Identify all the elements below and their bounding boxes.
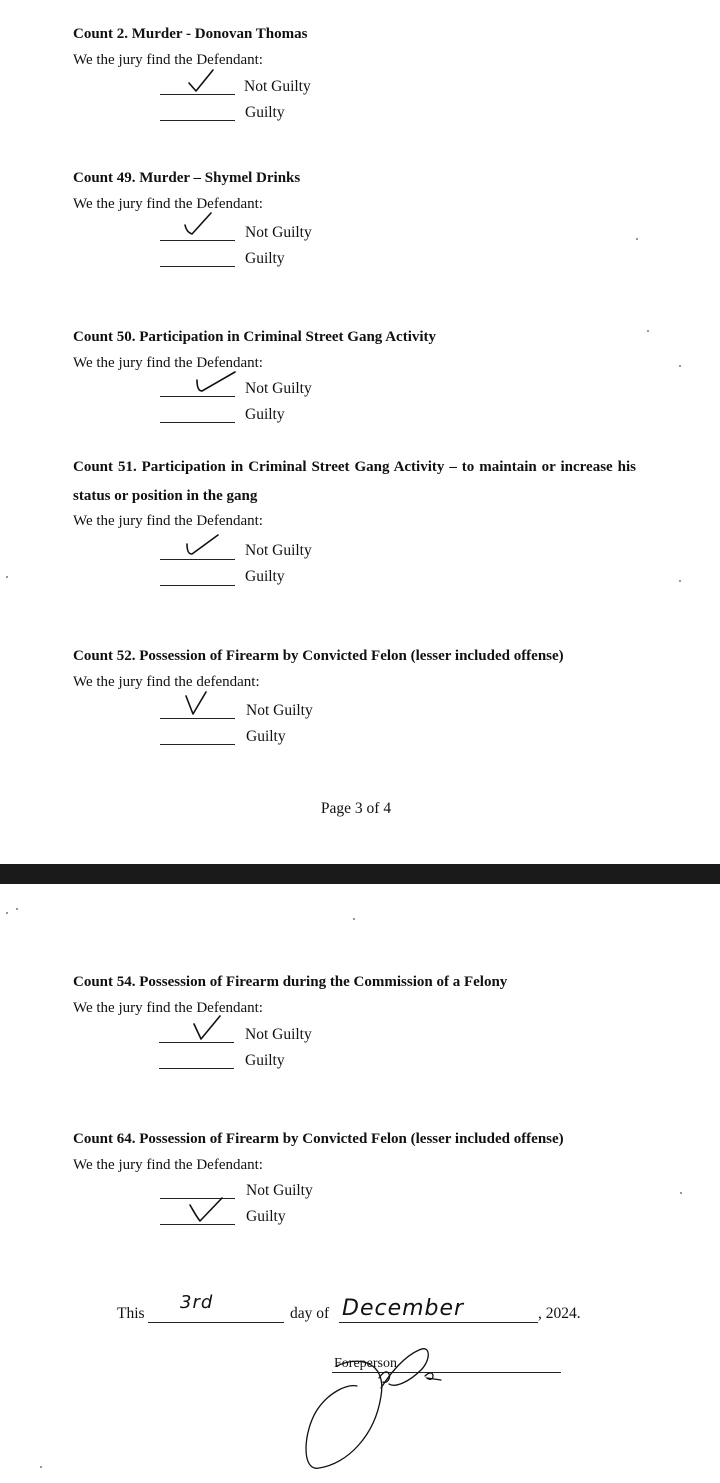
count-2-block [73, 24, 673, 70]
count-find-text: We the jury find the Defendant: [73, 52, 263, 68]
month-handwritten: December [342, 1296, 465, 1321]
option-guilty: Guilty [245, 104, 285, 121]
option-not-guilty: Not Guilty [245, 542, 312, 559]
option-guilty: Guilty [245, 406, 285, 423]
guilty-blank[interactable] [160, 120, 235, 121]
count-title: Count 49. Murder – Shymel Drinks [73, 170, 301, 186]
guilty-blank[interactable] [160, 744, 235, 745]
count-find-text: We the jury find the Defendant: [73, 513, 263, 529]
count-title: Count 51. Participation in Criminal Street Gang Activity – to maintain or increase his status or position in the gang [73, 459, 636, 504]
year-label: , 2024. [538, 1305, 581, 1322]
count-title: Count 2. Murder - Donovan Thomas [73, 26, 308, 42]
count-49-block [73, 168, 673, 214]
day-handwritten: 3rd [180, 1292, 214, 1313]
option-guilty: Guilty [245, 1052, 285, 1069]
scan-speck [636, 238, 638, 240]
foreperson-label: Foreperson [334, 1356, 397, 1371]
scan-speck [353, 918, 355, 920]
scan-speck [647, 330, 649, 332]
count-64-block [73, 1129, 673, 1175]
scan-speck [680, 1192, 682, 1194]
option-guilty: Guilty [246, 728, 286, 745]
checkmark-icon [182, 531, 232, 561]
count-find-text: We the jury find the Defendant: [73, 1000, 263, 1016]
count-find-text: We the jury find the Defendant: [73, 1157, 263, 1173]
count-title: Count 52. Possession of Firearm by Convicted Felon (lesser included offense) [73, 648, 564, 664]
count-54-block [73, 972, 673, 1018]
count-title: Count 64. Possession of Firearm by Convicted Felon (lesser included offense) [73, 1131, 564, 1147]
count-51-block [73, 453, 673, 531]
verdict-page-4 [0, 884, 720, 1483]
page-number: Page 3 of 4 [320, 800, 392, 817]
option-not-guilty: Not Guilty [245, 224, 312, 241]
option-guilty: Guilty [246, 1208, 286, 1225]
scan-speck [6, 912, 8, 914]
checkmark-icon [180, 690, 230, 720]
option-not-guilty: Not Guilty [244, 78, 311, 95]
foreperson-signature [295, 1314, 495, 1474]
scan-speck [679, 580, 681, 582]
guilty-blank[interactable] [159, 1068, 234, 1069]
option-guilty: Guilty [245, 250, 285, 267]
checkmark-icon [186, 1196, 236, 1226]
scan-speck [6, 576, 8, 578]
not-guilty-blank[interactable] [160, 240, 235, 241]
scan-speck [679, 365, 681, 367]
page-divider [0, 864, 720, 884]
count-title: Count 54. Possession of Firearm during the Commission of a Felony [73, 974, 508, 990]
option-guilty: Guilty [245, 568, 285, 585]
guilty-blank[interactable] [160, 422, 235, 423]
option-not-guilty: Not Guilty [245, 380, 312, 397]
count-title: Count 50. Participation in Criminal Street Gang Activity [73, 329, 437, 345]
option-not-guilty: Not Guilty [246, 1182, 313, 1199]
checkmark-icon [190, 1014, 240, 1044]
checkmark-icon [192, 368, 242, 398]
this-label: This [117, 1305, 145, 1322]
day-blank[interactable] [148, 1322, 284, 1323]
guilty-blank[interactable] [160, 266, 235, 267]
count-find-text: We the jury find the Defendant: [73, 355, 263, 371]
count-find-text: We the jury find the Defendant: [73, 196, 263, 212]
count-find-text: We the jury find the defendant: [73, 674, 260, 690]
scan-speck [40, 1466, 42, 1468]
option-not-guilty: Not Guilty [245, 1026, 312, 1043]
checkmark-icon [180, 210, 230, 240]
guilty-blank[interactable] [160, 585, 235, 586]
scan-speck [16, 908, 18, 910]
count-50-block [73, 327, 673, 373]
count-52-block [73, 646, 673, 692]
checkmark-icon [184, 66, 234, 96]
option-not-guilty: Not Guilty [246, 702, 313, 719]
day-of-label: day of [290, 1305, 330, 1322]
